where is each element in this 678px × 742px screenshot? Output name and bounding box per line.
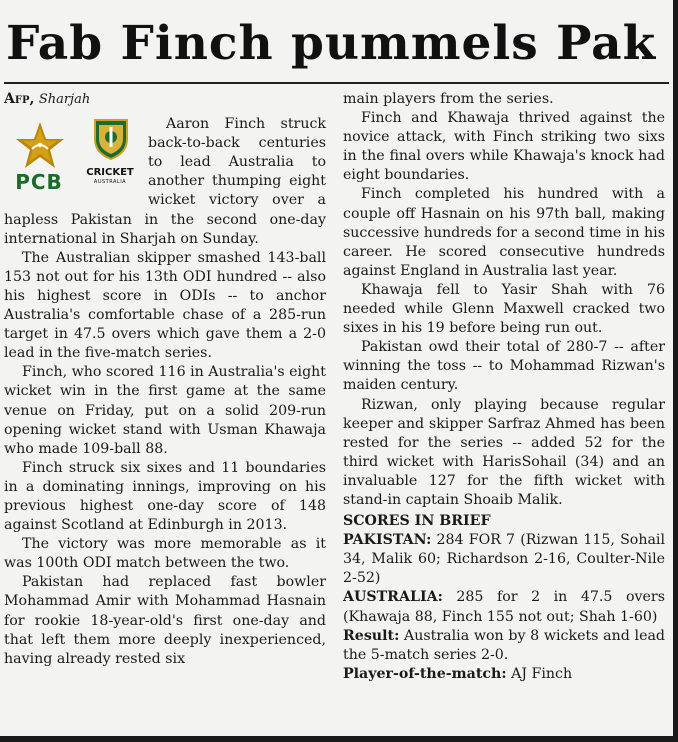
score-australia-label: AUSTRALIA: [343,589,443,606]
byline [4,90,326,109]
byline-place: Sharjah [38,92,91,107]
article-column-2 [343,90,665,684]
col1-paragraph-6: Pakistan had replaced fast bowler Mohammad Amir with Mohammad Hasnain for rookie 18-year-old's first one-day and that left them more deeply inexperienced, having already rested six [4,574,326,667]
col2-paragraph-3: Khawaja fell to Yasir Shah with 76 needed while Glenn Maxwell cracked two sixes in his 19 before being run out. [343,281,665,337]
headline-rule [4,82,669,84]
col2-continuation: main players from the series. [343,91,554,107]
col1-paragraph-2: The Australian skipper smashed 143-ball 153 not out for his 13th ODI hundred -- also his highest score in ODIs -- to anchor Australia's comfortable chase of a 285-run target in 47.5 overs which gave them a 2-0 lead in the five-match series. [4,249,326,362]
col2-paragraph-4: Pakistan owd their total of 280-7 -- after winning the toss -- to Mohammad Rizwan's maiden century. [343,339,665,394]
pcb-wordmark: PCB [15,170,63,195]
score-pakistan-label: PAKISTAN: [343,532,432,549]
score-pakistan-text: 284 FOR 7 (Rizwan 115, Sohail 34, Malik 60; Richardson 2-16, Coulter-Nile 2-52) [343,532,665,587]
player-of-the-match [343,665,665,684]
col2-paragraph-2: Finch completed his hundred with a couple off Hasnain on his 97th ball, making successive hundreds for a second time in his career. He scored consecutive hundreds against England in Australia last year. [343,186,665,279]
pcb-star-icon [14,121,66,171]
col1-paragraph-5: The victory was more memorable as it was 100th ODI match between the two. [4,536,326,572]
cricket-wordmark: CRICKET [86,167,134,179]
team-logos [4,115,140,199]
score-result-label: Result: [343,627,400,644]
headline: Fab Finch pummels Pak [6,16,657,71]
byline-agency: Afp, [4,91,35,107]
score-australia-text: 285 for 2 in 47.5 overs (Khawaja 88, Finch 155 not out; Shah 1-60) [343,589,665,625]
player-of-the-match-text: AJ Finch [511,665,573,682]
score-pakistan [343,531,665,588]
col1-paragraph-3: Finch, who scored 116 in Australia's eight wicket win in the first game at the same venue on Friday, put on a solid 209-run opening wicket stand with Usman Khawaja who made 109-ball 88. [4,364,326,457]
article-column-1 [4,90,326,669]
cricket-australia-logo [84,117,136,197]
col1-paragraph-1: Aaron Finch struck back-to-back centuries to lead Australia to another thumping eight wicket victory over a hapless Pakistan in the second one-day international in Sharjah on Sunday. [4,116,326,247]
cricket-australia-shield-icon [92,117,130,161]
australia-wordmark: AUSTRALIA [93,179,127,186]
col1-paragraph-4: Finch struck six sixes and 11 boundaries in a dominating innings, improving on his previous highest one-day score of 148 against Scotland at Edinburgh in 2013. [4,459,326,534]
scores-heading: SCORES IN BRIEF [343,513,491,530]
col2-paragraph-1: Finch and Khawaja thrived against the novice attack, with Finch striking two sixs in the final overs while Khawaja's knock had eight boundaries. [343,110,665,184]
score-australia [343,588,665,626]
score-result [343,627,665,665]
player-of-the-match-label: Player-of-the-match: [343,665,507,682]
col2-paragraph-5: Rizwan, only playing because regular keeper and skipper Sarfraz Ahmed has been rested for the series -- added 52 for the third wicket with HarisSohail (34) and an invaluable 127 for the fifth wicket with stand-in captain Shoaib Malik. [343,396,665,508]
score-result-text: Australia won by 8 wickets and lead the 5-match series 2-0. [343,627,665,663]
pcb-logo [8,121,70,193]
